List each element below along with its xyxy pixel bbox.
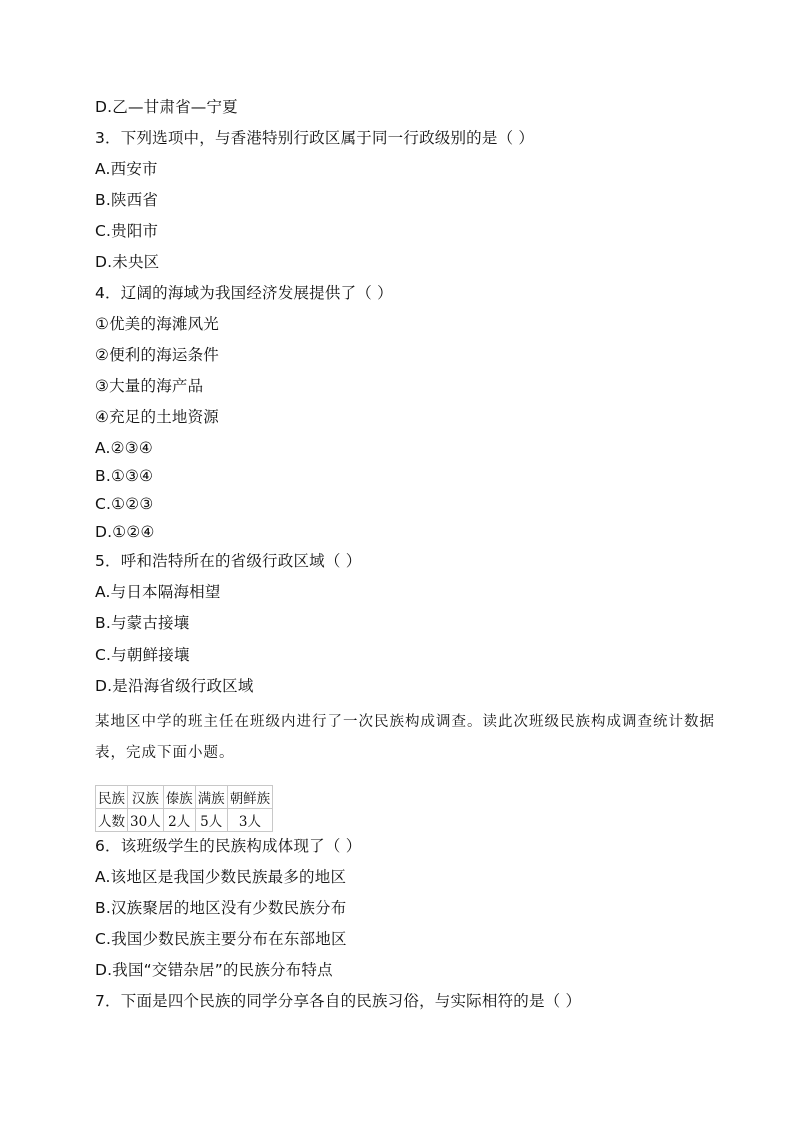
option-b-q6: B.汉族聚居的地区没有少数民族分布 [95, 899, 347, 917]
option-b-q3: B.陕西省 [95, 191, 159, 209]
option-a-q5: A.与日本隔海相望 [95, 583, 221, 601]
question-6: 6．该班级学生的民族构成体现了（ ） [95, 837, 362, 855]
table-cell: 人数 [96, 809, 128, 832]
option-b-q5: B.与蒙古接壤 [95, 614, 190, 632]
option-b-q4: B.①③④ [95, 467, 154, 485]
question-7: 7．下面是四个民族的同学分享各自的民族习俗，与实际相符的是（ ） [95, 992, 582, 1010]
option-d-q6: D.我国“交错杂居”的民族分布特点 [95, 961, 333, 979]
table-row [96, 809, 273, 832]
table-cell: 30人 [128, 809, 164, 832]
survey-intro: 某地区中学的班主任在班级内进行了一次民族构成调查。读此次班级民族构成调查统计数据表，完成下面小题。 [95, 714, 715, 761]
question-3: 3．下列选项中，与香港特别行政区属于同一行政级别的是（ ） [95, 129, 535, 147]
question-4: 4．辽阔的海域为我国经济发展提供了（ ） [95, 284, 393, 302]
table-cell: 民族 [96, 786, 128, 809]
table-cell: 2人 [163, 809, 195, 832]
statement-3: ③大量的海产品 [95, 377, 204, 395]
question-5: 5．呼和浩特所在的省级行政区域（ ） [95, 552, 362, 570]
option-d-q3: D.未央区 [95, 253, 160, 271]
option-d-q5: D.是沿海省级行政区域 [95, 677, 254, 695]
option-a-q6: A.该地区是我国少数民族最多的地区 [95, 868, 347, 886]
table-cell: 3人 [227, 809, 273, 832]
statement-1: ①优美的海滩风光 [95, 315, 219, 333]
table-cell: 满族 [195, 786, 227, 809]
option-c-q3: C.贵阳市 [95, 222, 159, 240]
option-c-q5: C.与朝鲜接壤 [95, 646, 190, 664]
table-cell: 傣族 [163, 786, 195, 809]
option-c-q6: C.我国少数民族主要分布在东部地区 [95, 930, 347, 948]
option-c-q4: C.①②③ [95, 495, 154, 513]
option-a-q4: A.②③④ [95, 439, 153, 457]
option-d-q4: D.①②④ [95, 523, 155, 541]
table-cell: 朝鲜族 [227, 786, 273, 809]
option-a-q3: A.西安市 [95, 160, 158, 178]
table-cell: 5人 [195, 809, 227, 832]
table-cell: 汉族 [128, 786, 164, 809]
table-row [96, 786, 273, 809]
option-d-q2: D.乙—甘肃省—宁夏 [95, 98, 238, 116]
ethnic-survey-table [95, 785, 273, 832]
statement-2: ②便利的海运条件 [95, 346, 219, 364]
statement-4: ④充足的土地资源 [95, 408, 219, 426]
